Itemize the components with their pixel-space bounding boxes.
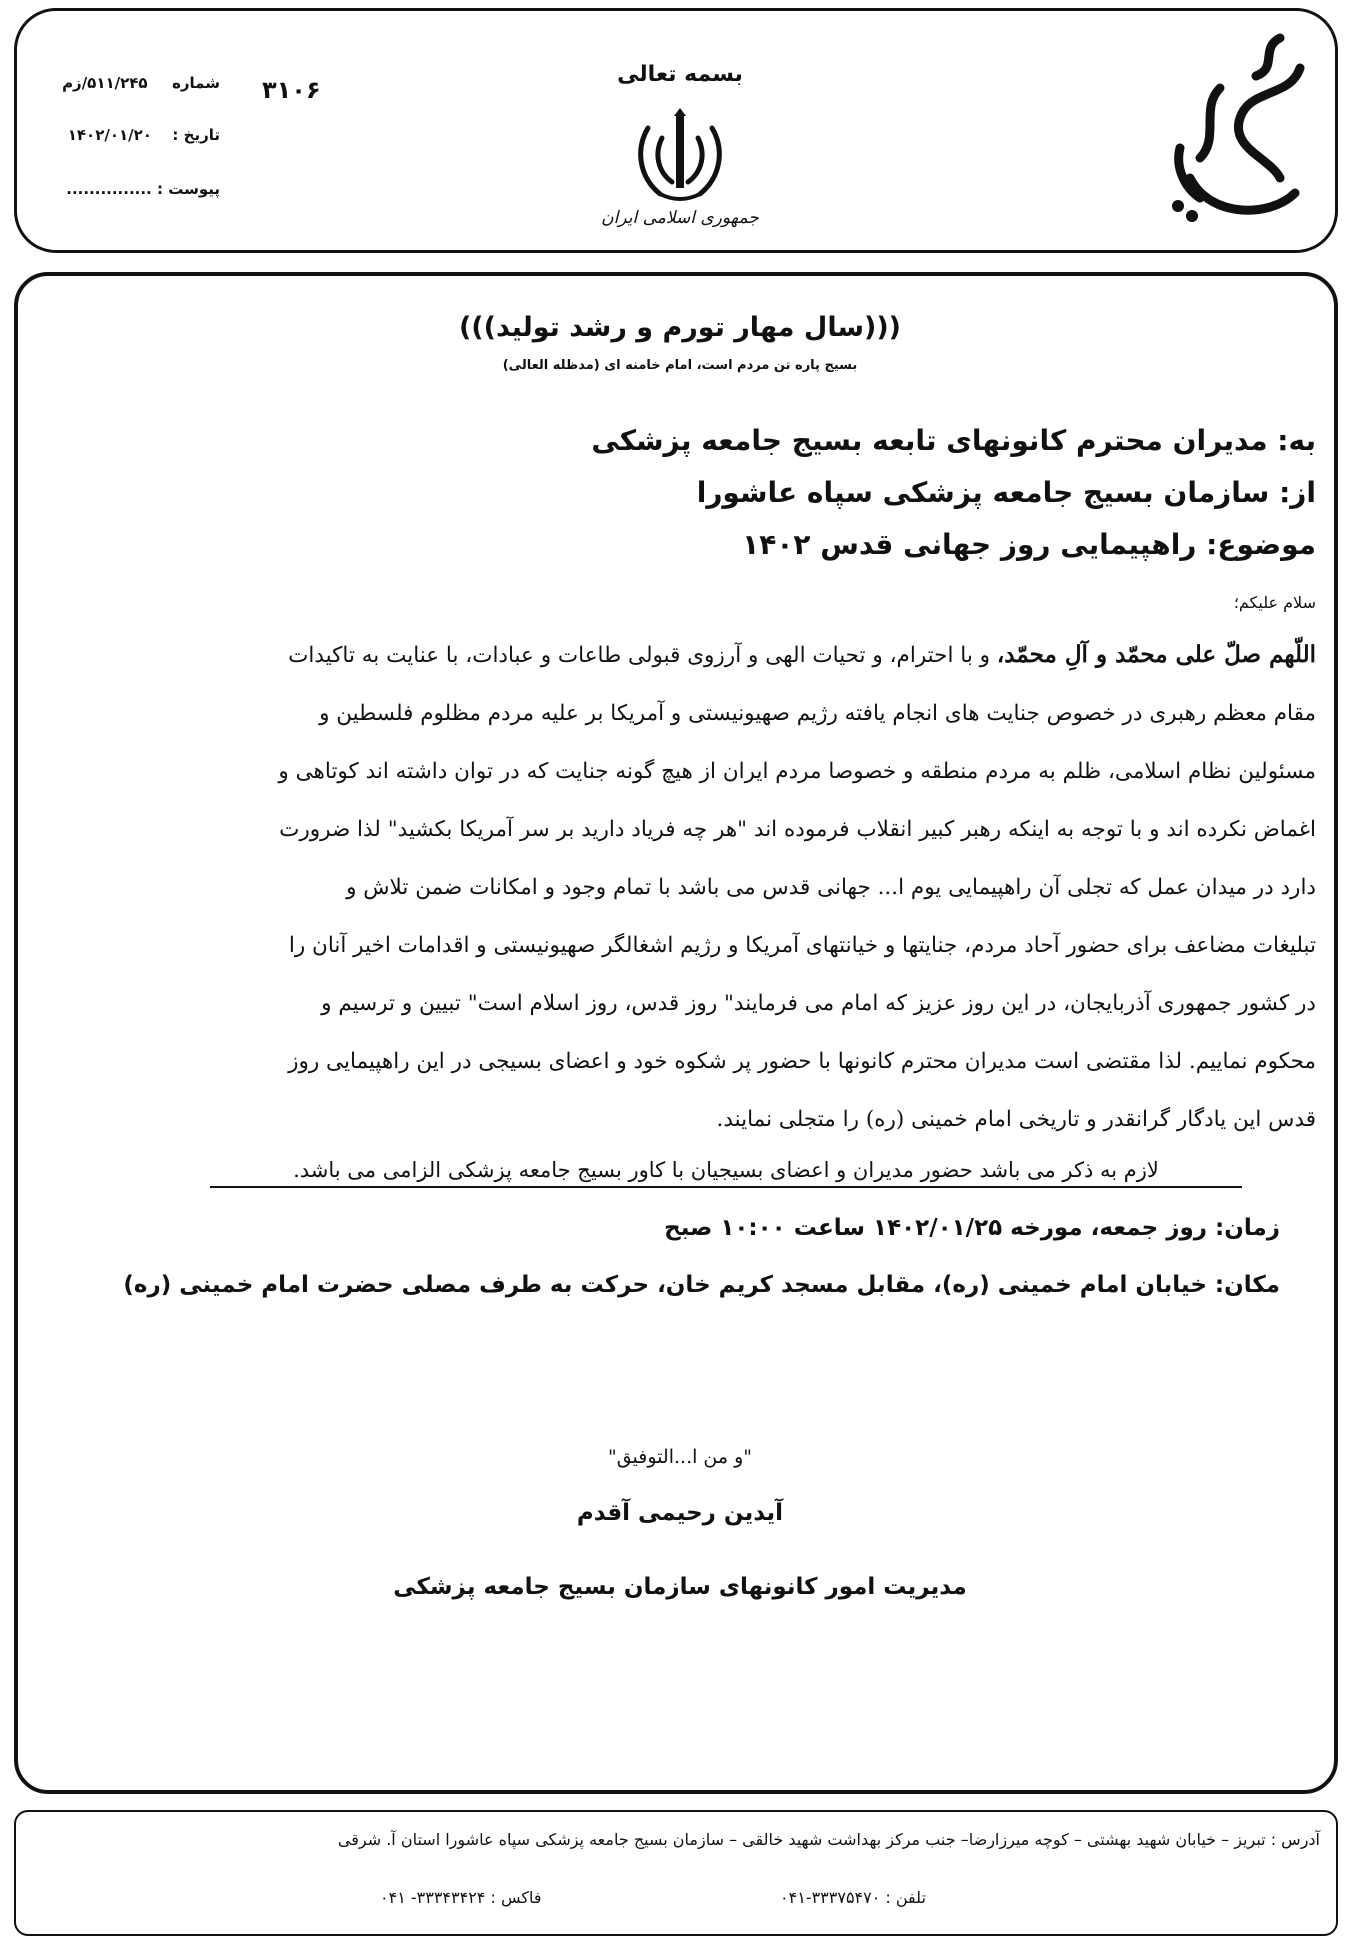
body-line xyxy=(76,626,1316,685)
letter-date-row xyxy=(40,126,220,144)
footer-address: آدرس : تبریز – خیابان شهید بهشتی – کوچه میرزارضا– جنب مرکز بهداشت شهید خالقی – سازمان بسیج جامعه پزشکی سپاه عاشورا استان آ. شرقی xyxy=(337,1830,1320,1849)
footer-fax: فاکس : ۳۳۳۴۳۴۲۴- ۰۴۱ xyxy=(380,1888,542,1907)
closing-phrase: "و من ا...التوفیق" xyxy=(607,1446,753,1468)
body-line: در کشور جمهوری آذربایجان، در این روز عزیز که امام می فرمایند" روز قدس، روز اسلام است" تبیین و ترسیم و xyxy=(321,991,1316,1016)
iran-emblem-icon xyxy=(630,108,730,204)
body-line: مقام معظم رهبری در خصوص جنایت های انجام یافته رژیم صهیونیستی و آمریکا بر علیه مردم مظلوم فلسطین و xyxy=(319,701,1316,726)
emblem-caption: جمهوری اسلامی ایران xyxy=(601,208,759,228)
letter-number-label: شماره xyxy=(172,74,220,92)
letter-date-label: تاریخ : xyxy=(172,126,220,144)
attachment-value: ............... xyxy=(66,180,152,198)
recipient-line: به: مدیران محترم کانونهای تابعه بسیج جامعه پزشکی xyxy=(591,424,1316,457)
sender-line: از: سازمان بسیج جامعه پزشکی سپاه عاشورا xyxy=(696,476,1316,509)
body-line: مسئولین نظام اسلامی، ظلم به مردم منطقه و خصوصا مردم ایران از هیچ گونه جنایت که در توان داشته اند کوتاهی و xyxy=(278,759,1316,784)
letter-body xyxy=(76,626,1316,1149)
footer-phone: تلفن : ۳۳۳۷۵۴۷۰-۰۴۱ xyxy=(780,1888,926,1907)
year-slogan: (((سال مهار تورم و رشد تولید))) xyxy=(458,312,902,343)
greeting: سلام علیکم؛ xyxy=(1233,593,1316,612)
attachment-label: پیوست : xyxy=(156,180,220,198)
event-place: مکان: خیابان امام خمینی (ره)، مقابل مسجد کریم خان، حرکت به طرف مصلی حضرت امام خمینی (ره) xyxy=(123,1272,1280,1298)
body-line: اغماض نکرده اند و با توجه به اینکه رهبر کبیر انقلاب فرموده اند "هر چه فریاد دارید بر سر آمریکا بکشید" لذا ضرورت xyxy=(279,817,1316,842)
letter-number-value: ۵۱۱/۲۴۵/زم xyxy=(62,74,148,92)
body-line: تبلیغات مضاعف برای حضور آحاد مردم، جنایتها و خیانتهای آمریکا و رژیم اشغالگر صهیونیستی و اقدامات اخیر آنان را xyxy=(288,933,1316,958)
body-line: قدس این یادگار گرانقدر و تاریخی امام خمینی (ره) را متجلی نمایند. xyxy=(716,1107,1316,1132)
signer-office: مدیریت امور کانونهای سازمان بسیج جامعه پزشکی xyxy=(393,1574,967,1600)
signer-name: آیدین رحیمی آقدم xyxy=(576,1500,784,1526)
reference-number: ۳۱۰۶ xyxy=(262,76,321,104)
attendance-note: لازم به ذکر می باشد حضور مدیران و اعضای بسیجیان با کاور بسیج جامعه پزشکی الزامی می باشد. xyxy=(210,1158,1242,1188)
basmala-heading: بسمه تعالی xyxy=(617,62,743,87)
letter-date-value: ۱۴۰۲/۰۱/۲۰ xyxy=(67,126,152,144)
body-line-text: و با احترام، و تحیات الهی و آرزوی قبولی طاعات و عبادات، با عنایت به تاکیدات xyxy=(288,643,991,668)
body-line: محکوم نماییم. لذا مقتضی است مدیران محترم کانونها با حضور پر شکوه خود و اعضای بسیجی در این راهپیمایی روز xyxy=(288,1049,1316,1074)
basij-logo-icon xyxy=(1160,28,1315,228)
slogan-quote: بسیج پاره تن مردم است، امام خامنه ای (مدظله العالی) xyxy=(502,358,858,373)
body-line: دارد در میدان عمل که تجلی آن راهپیمایی یوم ا... جهانی قدس می باشد با تمام وجود و امکانات ضمن تلاش و xyxy=(346,875,1316,900)
event-time: زمان: روز جمعه، مورخه ۱۴۰۲/۰۱/۲۵ ساعت ۱۰:۰۰ صبح xyxy=(664,1215,1280,1241)
attachment-row xyxy=(40,180,220,198)
letter-number-row xyxy=(40,74,220,92)
salawat: اللّهم صلّ علی محمّد و آلِ محمّد، xyxy=(996,641,1316,668)
footer-frame xyxy=(14,1810,1338,1936)
subject-line: موضوع: راهپیمایی روز جهانی قدس ۱۴۰۲ xyxy=(742,528,1316,561)
